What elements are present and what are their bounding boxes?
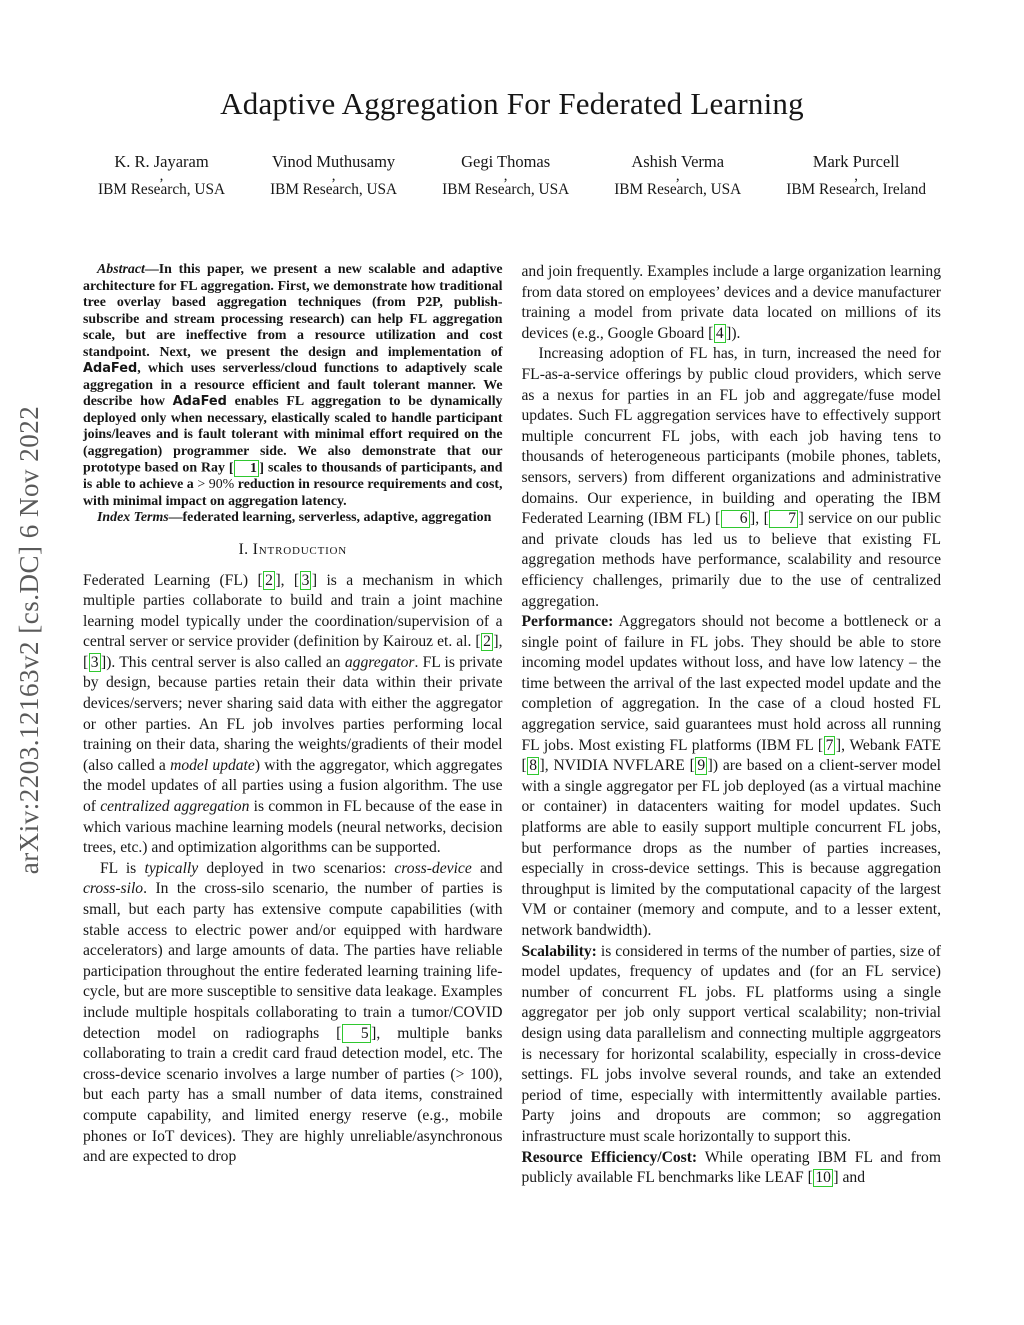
text-segment: , Webank FATE bbox=[841, 736, 941, 754]
text-segment: . FL is private by design, because parties retain their data within their private devices/servers; never sharing said data with either the aggregator or other parties. An FL job involves parties performing local training on their data, sharing the weights/gradients of their model (also called a bbox=[83, 653, 503, 774]
author-name: Mark Purcell bbox=[812, 152, 900, 171]
author-name: Ashish Verma bbox=[631, 152, 725, 171]
text-segment: Federated Learning (FL) bbox=[83, 571, 258, 589]
paragraph bbox=[83, 262, 503, 510]
author-name: Gegi Thomas bbox=[461, 152, 551, 171]
text-segment: is common in FL because of the ease in which various machine learning models (neural networks, decision trees, etc.) and optimization algorithms can be supported. bbox=[83, 798, 503, 857]
text-segment: , which uses serverless/cloud functions to adaptively scale aggregation in a resource efficient and fault tolerant manner. We describe how bbox=[83, 361, 503, 409]
text-segment: and join frequently. Examples include a large organization learning from data stored on employees’ devices and a device manufacturer training a model from private data located on millions of its devices (e.g., Google Gboard bbox=[521, 263, 941, 342]
citation-link[interactable]: [ 7 ] bbox=[817, 736, 842, 754]
author-separator: , bbox=[331, 168, 336, 184]
text-segment: , bbox=[498, 633, 503, 651]
citation-number[interactable]: 10 bbox=[815, 1169, 831, 1187]
text-segment: FL is bbox=[100, 859, 145, 877]
citation-link[interactable]: [ 2 ] bbox=[475, 633, 499, 651]
text-segment: —federated learning, serverless, adaptive, aggregation bbox=[168, 510, 492, 525]
author-name: K. R. Jayaram bbox=[114, 152, 209, 171]
text-segment: typically bbox=[144, 859, 199, 877]
arxiv-watermark: arXiv:2203.12163v2 [cs.DC] 6 Nov 2022 bbox=[14, 405, 44, 875]
author bbox=[98, 152, 225, 199]
text-segment: —In this paper, we present a new scalable and adaptive architecture for FL aggregation. First, we demonstrate how traditional tree overlay based aggregation techniques (from P2P, publish-subscribe and stream processing research) can help FL aggregation scale, but are ineffective from a resource utilization and cost standpoint. Next, we present the design and implementation of bbox=[83, 262, 503, 360]
citation-number[interactable]: 6 bbox=[721, 510, 750, 529]
text-segment: AdaFed bbox=[172, 394, 227, 409]
author-separator: , bbox=[675, 168, 680, 184]
text-segment: > 90% bbox=[197, 477, 235, 492]
text-segment: scales to thousands of participants, and is able to achieve a bbox=[83, 460, 503, 492]
text-segment: , NVIDIA NVFLARE bbox=[544, 757, 690, 775]
text-segment: AdaFed bbox=[83, 361, 138, 376]
citation-link[interactable]: [ 3 ] bbox=[83, 653, 107, 671]
author-separator: , bbox=[503, 168, 508, 184]
text-segment: and bbox=[838, 1169, 866, 1187]
citation-link[interactable]: [ 5 ] bbox=[336, 1024, 377, 1042]
text-segment: deployed in two scenarios: bbox=[198, 859, 395, 877]
text-segment: ) with the aggregator, which aggregates the model updates of all parties using a fusion algorithm. The use of bbox=[83, 756, 503, 816]
text-segment: is considered in terms of the number of parties, size of model updates, frequency of updates and (for an FL service) number of concurrent FL jobs. FL platforms using a single aggregator per job only support vertical scalability; non-trivial design using data parallelism and connecting multiple aggrgeators is necessary for horizontal scalability, especially in cross-device settings. FL jobs involve several rounds, and take an extended period of time, especially with intermittently available parties. Party joins and dropouts are common; so aggregation infrastructure must scale horizontally to support this. bbox=[521, 942, 941, 1145]
author-separator: , bbox=[854, 168, 858, 184]
citation-number[interactable]: 7 bbox=[825, 736, 834, 754]
citation-number[interactable]: 3 bbox=[90, 653, 99, 671]
text-segment: and bbox=[471, 859, 503, 877]
text-segment: > 100 bbox=[455, 1065, 494, 1083]
text-segment: I. bbox=[238, 540, 253, 558]
text-segment: , bbox=[280, 571, 294, 589]
text-segment: ), but each party has a small number of data items, constrained compute capability, and limited energy reserve (e.g., mobile phones or IoT devices). They are highly unreliable/asynchronous and are expected to drop bbox=[83, 1065, 503, 1166]
citation-number[interactable]: 2 bbox=[265, 571, 273, 589]
text-segment: Introduction bbox=[252, 540, 348, 558]
authors-row bbox=[0, 152, 1024, 199]
citation-link[interactable]: [ 6 ] bbox=[715, 510, 756, 528]
paragraph bbox=[522, 612, 942, 942]
citation-number[interactable]: 2 bbox=[483, 633, 491, 651]
author-affiliation: IBM Research, USA bbox=[98, 181, 226, 198]
citation-number[interactable]: 7 bbox=[769, 510, 798, 529]
text-segment: aggregator bbox=[344, 653, 415, 671]
paragraph bbox=[83, 510, 503, 527]
text-segment: Performance: bbox=[521, 613, 614, 631]
text-segment: is a mechanism in which multiple parties collaborate to build and train a joint machine learning model typically under the coordination/supervision of a central server or service provider (definition by Kairouz et. al. bbox=[83, 571, 503, 651]
text-segment: ) are based on a client-server model with a single aggregator per FL job deployed (as a virtual machine or container) in datacenters waiting for model updates. Such platforms are able to easily support multiple concurrent FL jobs, but performance drops as the number of parties increases, especially in cross-device settings. This is because aggregation throughput is limited by the computational capacity of the largest VM or container (memory and compute, and to a lesser extent, network bandwidth). bbox=[521, 757, 941, 939]
text-segment: enables FL aggregation to be dynamically deployed only when necessary, elastically scaled to handle participant joins/leaves and is fault tolerant with minimal effort required on the (aggregation) programmer side. We also demonstrate that our prototype based on Ray bbox=[83, 394, 503, 476]
two-column-layout bbox=[0, 262, 1024, 1189]
paragraph bbox=[83, 859, 503, 1168]
text-segment: cross-device bbox=[394, 859, 472, 877]
citation-number[interactable]: 4 bbox=[715, 324, 724, 342]
text-segment: centralized aggregation bbox=[100, 798, 250, 816]
paragraph bbox=[83, 571, 503, 859]
paragraph bbox=[522, 1148, 942, 1189]
text-segment: model update bbox=[170, 756, 255, 774]
text-segment: Resource Efficiency/Cost: bbox=[521, 1148, 698, 1166]
text-segment: ). This central server is also called an bbox=[106, 653, 345, 671]
text-segment: Index Terms bbox=[97, 510, 169, 525]
author bbox=[442, 152, 569, 199]
author-affiliation: IBM Research, USA bbox=[270, 181, 398, 198]
citation-link[interactable]: [ 3 ] bbox=[293, 571, 318, 589]
text-segment: , bbox=[755, 510, 764, 528]
text-segment: While operating IBM FL and from publicly available FL benchmarks like LEAF bbox=[521, 1148, 941, 1187]
citation-link[interactable]: [ 1 ] bbox=[228, 460, 265, 476]
author bbox=[786, 152, 926, 199]
citation-number[interactable]: 5 bbox=[342, 1024, 371, 1043]
paragraph bbox=[522, 262, 942, 344]
text-segment: , multiple banks collaborating to train a credit card fraud detection model, etc. The cross-device scenario involves a large number of parties ( bbox=[83, 1024, 503, 1083]
citation-number[interactable]: 9 bbox=[697, 757, 706, 775]
text-segment: Aggregators should not become a bottleneck or a single point of failure in FL jobs. They should be able to store incoming model updates without loss, and have low latency – the time between the arrival of the last expected model update and the completion of aggregation. In the case of a cloud hosted FL aggregation service, said guarantees must hold across all running FL jobs. Most existing FL platforms (IBM FL bbox=[521, 613, 941, 754]
citation-link[interactable]: [ 7 ] bbox=[763, 510, 804, 528]
author bbox=[270, 152, 397, 199]
citation-link[interactable]: [ 10 ] bbox=[807, 1169, 839, 1187]
citation-link[interactable]: [ 9 ] bbox=[689, 757, 713, 775]
paper-title: Adaptive Aggregation For Federated Learning bbox=[220, 86, 804, 121]
citation-link[interactable]: [ 8 ] bbox=[521, 757, 545, 775]
citation-link[interactable]: [ 2 ] bbox=[257, 571, 281, 589]
text-segment: ). bbox=[731, 324, 741, 342]
text-segment: . In the cross-silo scenario, the number of parties is small, but each party has extensive compute capabilities (with stable access to electric power and/or equipped with hardware accelerators) and large amounts of data. The parties have reliable participation throughout the entire federated learning training life-cycle, but are more susceptible to sensitive data leakage. Examples include multiple hospitals collaborating to train a tumor/COVID detection model on radiographs bbox=[83, 880, 503, 1042]
citation-number[interactable]: 1 bbox=[234, 460, 259, 477]
text-segment: service on our public and private clouds has led us to believe that existing FL aggregation methods have performance, scalability and resource efficiency challenges, primarily due to the use of centralized aggregation. bbox=[521, 510, 941, 610]
citation-link[interactable]: [ 4 ] bbox=[708, 324, 732, 342]
text-segment: Scalability: bbox=[521, 942, 597, 960]
author-affiliation: IBM Research, USA bbox=[442, 181, 570, 198]
author-separator: , bbox=[159, 168, 164, 184]
author-name: Vinod Muthusamy bbox=[271, 152, 396, 171]
author-affiliation: IBM Research, USA bbox=[614, 181, 742, 198]
section-heading bbox=[83, 541, 503, 559]
text-segment: reduction in resource requirements and cost, with minimal impact on aggregation latency. bbox=[83, 477, 503, 509]
paragraph bbox=[522, 942, 942, 1148]
text-segment: Increasing adoption of FL has, in turn, increased the need for FL-as-a-service offerings by public cloud providers, which serve as a nexus for parties in an FL job and aggregate/fuse model updates. Such FL aggregation services have to effectively support multiple concurrent FL jobs, with each job having tens to thousands of heterogeneous participants (mobile phones, tablets, sensors, servers) from different organizations and administrative domains. Our experience, in building and operating the IBM Federated Learning (IBM FL) bbox=[521, 345, 941, 528]
right-column bbox=[522, 262, 942, 1189]
paragraph bbox=[522, 344, 942, 612]
author-affiliation: IBM Research, Ireland bbox=[786, 181, 926, 198]
citation-number[interactable]: 8 bbox=[529, 757, 537, 775]
left-column bbox=[83, 262, 503, 1189]
text-segment: cross-silo bbox=[83, 880, 144, 898]
author bbox=[614, 152, 741, 199]
text-segment: Abstract bbox=[97, 262, 145, 277]
citation-number[interactable]: 3 bbox=[301, 571, 310, 589]
